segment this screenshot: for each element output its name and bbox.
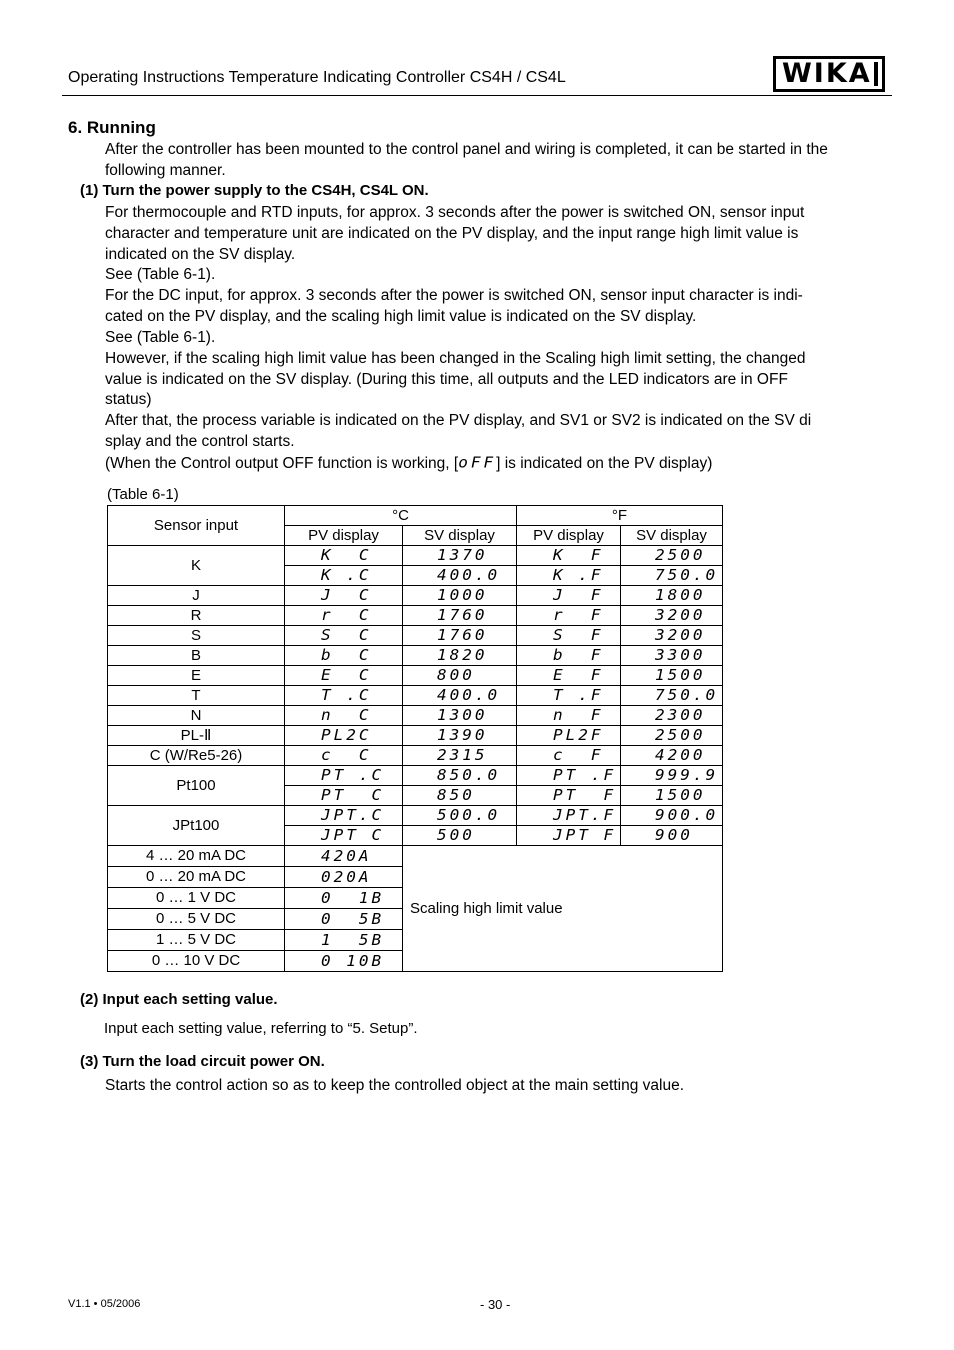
lcd-reading: K C	[321, 545, 372, 564]
f-pv-cell	[517, 566, 621, 586]
f-pv-cell	[517, 626, 621, 646]
lcd-reading: 850	[437, 785, 475, 804]
c-sv-cell	[403, 806, 517, 826]
c-pv-cell	[285, 586, 403, 606]
f-pv-cell	[517, 826, 621, 846]
c-pv-cell	[285, 786, 403, 806]
lcd-reading: 1760	[437, 605, 488, 624]
scaling-note-cell: Scaling high limit value	[403, 846, 723, 972]
lcd-reading: n F	[553, 705, 604, 724]
lcd-reading: T .C	[321, 685, 372, 704]
lcd-reading: 2500	[655, 545, 706, 564]
sensor-cell: J	[108, 586, 285, 606]
footer-version: V1.1 • 05/2006	[68, 1298, 141, 1310]
lcd-reading: 1 5B	[321, 930, 385, 949]
lcd-reading: PT F	[553, 785, 617, 804]
lcd-reading: 0 10B	[321, 951, 385, 970]
table-row	[108, 706, 723, 726]
th-fahrenheit: °F	[517, 506, 723, 526]
table-row	[108, 726, 723, 746]
step3-title: (3) Turn the load circuit power ON.	[80, 1053, 325, 1070]
table-row	[108, 626, 723, 646]
c-sv-cell	[403, 726, 517, 746]
lcd-reading: 1000	[437, 585, 488, 604]
lcd-reading: PT .C	[321, 765, 385, 784]
step1-line: See (Table 6-1).	[105, 266, 216, 283]
lcd-reading: 1370	[437, 545, 488, 564]
f-pv-cell	[517, 686, 621, 706]
lcd-reading: 750.0	[655, 685, 719, 704]
page-header-title: Operating Instructions Temperature Indicating Controller CS4H / CS4L	[68, 69, 566, 86]
c-sv-cell	[403, 646, 517, 666]
lcd-reading: 2300	[655, 705, 706, 724]
f-pv-cell	[517, 786, 621, 806]
lcd-reading: PT .F	[553, 765, 617, 784]
step2-text: Input each setting value, referring to “5. Setup”.	[104, 1020, 418, 1037]
lcd-reading: 500.0	[437, 805, 501, 824]
c-pv-cell	[285, 666, 403, 686]
sensor-cell: 0 … 10 V DC	[108, 951, 285, 972]
lcd-reading: JPT C	[321, 825, 385, 844]
dc-pv-cell	[285, 951, 403, 972]
lcd-reading: 2500	[655, 725, 706, 744]
lcd-reading: 1300	[437, 705, 488, 724]
f-pv-cell	[517, 646, 621, 666]
table-row	[108, 606, 723, 626]
lcd-reading: 1760	[437, 625, 488, 644]
f-sv-cell	[621, 626, 723, 646]
lcd-reading: 1800	[655, 585, 706, 604]
wika-logo: WIKA	[773, 56, 885, 92]
lcd-reading: r F	[553, 605, 604, 624]
dc-rows	[108, 846, 723, 972]
sensor-cell: 1 … 5 V DC	[108, 930, 285, 951]
lcd-reading: 1390	[437, 725, 488, 744]
lcd-reading: PL2F	[553, 725, 604, 744]
lcd-reading: 420A	[321, 846, 372, 865]
f-sv-cell	[621, 606, 723, 626]
off-note-pre: (When the Control output OFF function is working, [	[105, 455, 459, 472]
c-sv-cell	[403, 566, 517, 586]
table-row	[108, 546, 723, 566]
table-row	[108, 586, 723, 606]
lcd-reading: n C	[321, 705, 372, 724]
f-pv-cell	[517, 806, 621, 826]
th-pv-c: PV display	[285, 526, 403, 546]
step1-line: splay and the control starts.	[105, 433, 295, 450]
lcd-reading: S C	[321, 625, 372, 644]
step1-line: character and temperature unit are indicated on the PV display, and the input range high limit value is	[105, 225, 799, 242]
step1-title: (1) Turn the power supply to the CS4H, CS4L ON.	[80, 182, 429, 199]
c-pv-cell	[285, 566, 403, 586]
thermo-rows	[108, 546, 723, 846]
lcd-reading: 3200	[655, 625, 706, 644]
c-pv-cell	[285, 706, 403, 726]
f-sv-cell	[621, 826, 723, 846]
c-pv-cell	[285, 686, 403, 706]
lcd-reading: S F	[553, 625, 604, 644]
lcd-reading: b C	[321, 645, 372, 664]
lcd-reading: 020A	[321, 867, 372, 886]
step1-line: indicated on the SV display.	[105, 246, 296, 263]
off-lcd-glyph: oFF	[458, 453, 497, 472]
lcd-reading: 400.0	[437, 565, 501, 584]
step1-line: cated on the PV display, and the scaling high limit value is indicated on the SV display.	[105, 308, 697, 325]
lcd-reading: PL2C	[321, 725, 372, 744]
table-row	[108, 646, 723, 666]
c-sv-cell	[403, 746, 517, 766]
step1-line: value is indicated on the SV display. (During this time, all outputs and the LED indicators are in OFF	[105, 371, 788, 388]
lcd-reading: PT C	[321, 785, 385, 804]
f-pv-cell	[517, 706, 621, 726]
sensor-cell: N	[108, 706, 285, 726]
sensor-cell: B	[108, 646, 285, 666]
lcd-reading: 0 1B	[321, 888, 385, 907]
c-sv-cell	[403, 626, 517, 646]
th-celsius: °C	[285, 506, 517, 526]
lcd-reading: K F	[553, 545, 604, 564]
table-caption: (Table 6-1)	[107, 486, 179, 503]
lcd-reading: 999.9	[655, 765, 719, 784]
f-sv-cell	[621, 566, 723, 586]
c-sv-cell	[403, 586, 517, 606]
step1-line: status)	[105, 391, 152, 408]
sensor-cell: E	[108, 666, 285, 686]
f-pv-cell	[517, 666, 621, 686]
lcd-reading: JPT F	[553, 825, 617, 844]
c-pv-cell	[285, 826, 403, 846]
lcd-reading: 1820	[437, 645, 488, 664]
c-sv-cell	[403, 706, 517, 726]
dc-pv-cell	[285, 867, 403, 888]
f-sv-cell	[621, 746, 723, 766]
sensor-cell: 0 … 5 V DC	[108, 909, 285, 930]
step1-line: For the DC input, for approx. 3 seconds after the power is switched ON, sensor input character is indi-	[105, 287, 803, 304]
f-sv-cell	[621, 586, 723, 606]
sensor-cell: K	[108, 546, 285, 586]
lcd-reading: 850.0	[437, 765, 501, 784]
f-sv-cell	[621, 706, 723, 726]
f-sv-cell	[621, 786, 723, 806]
c-pv-cell	[285, 746, 403, 766]
lcd-reading: c C	[321, 745, 372, 764]
f-pv-cell	[517, 586, 621, 606]
lcd-reading: 3200	[655, 605, 706, 624]
f-sv-cell	[621, 726, 723, 746]
step1-line: See (Table 6-1).	[105, 329, 216, 346]
lcd-reading: T .F	[553, 685, 604, 704]
f-sv-cell	[621, 646, 723, 666]
lcd-reading: K .C	[321, 565, 372, 584]
lcd-reading: JPT.F	[553, 805, 617, 824]
sensor-cell: Pt100	[108, 766, 285, 806]
sensor-cell: R	[108, 606, 285, 626]
c-sv-cell	[403, 666, 517, 686]
lcd-reading: E C	[321, 665, 372, 684]
lcd-reading: E F	[553, 665, 604, 684]
th-sv-c: SV display	[403, 526, 517, 546]
c-sv-cell	[403, 766, 517, 786]
f-sv-cell	[621, 686, 723, 706]
lcd-reading: 400.0	[437, 685, 501, 704]
dc-pv-cell	[285, 846, 403, 867]
lcd-reading: 900	[655, 825, 693, 844]
lcd-reading: 1500	[655, 785, 706, 804]
lcd-reading: 1500	[655, 665, 706, 684]
c-sv-cell	[403, 786, 517, 806]
lcd-reading: 0 5B	[321, 909, 385, 928]
c-pv-cell	[285, 806, 403, 826]
lcd-reading: 2315	[437, 745, 488, 764]
dc-pv-cell	[285, 930, 403, 951]
f-sv-cell	[621, 766, 723, 786]
table-row	[108, 686, 723, 706]
table-row	[108, 806, 723, 826]
c-pv-cell	[285, 606, 403, 626]
step2-title: (2) Input each setting value.	[80, 991, 278, 1008]
f-pv-cell	[517, 746, 621, 766]
f-pv-cell	[517, 766, 621, 786]
f-pv-cell	[517, 606, 621, 626]
c-pv-cell	[285, 726, 403, 746]
f-pv-cell	[517, 546, 621, 566]
c-sv-cell	[403, 826, 517, 846]
footer-page-number: - 30 -	[480, 1297, 511, 1312]
sensor-cell: 0 … 20 mA DC	[108, 867, 285, 888]
lcd-reading: 3300	[655, 645, 706, 664]
th-sensor-input: Sensor input	[108, 506, 285, 546]
th-sv-f: SV display	[621, 526, 723, 546]
lcd-reading: 500	[437, 825, 475, 844]
lcd-reading: K .F	[553, 565, 604, 584]
c-sv-cell	[403, 686, 517, 706]
dc-pv-cell	[285, 888, 403, 909]
sensor-table	[107, 505, 723, 972]
c-sv-cell	[403, 546, 517, 566]
step3-text: Starts the control action so as to keep the controlled object at the main setting value.	[105, 1077, 685, 1094]
lcd-reading: b F	[553, 645, 604, 664]
sensor-cell: 0 … 1 V DC	[108, 888, 285, 909]
f-sv-cell	[621, 806, 723, 826]
lcd-reading: 4200	[655, 745, 706, 764]
table-row	[108, 746, 723, 766]
sensor-cell: T	[108, 686, 285, 706]
header-divider	[62, 95, 892, 96]
lcd-reading: 900.0	[655, 805, 719, 824]
c-pv-cell	[285, 626, 403, 646]
dc-pv-cell	[285, 909, 403, 930]
lcd-reading: c F	[553, 745, 604, 764]
intro-line-1: After the controller has been mounted to the control panel and wiring is completed, it can be started in the	[105, 141, 828, 158]
c-pv-cell	[285, 546, 403, 566]
sensor-cell: C (W/Re5-26)	[108, 746, 285, 766]
f-sv-cell	[621, 666, 723, 686]
th-pv-f: PV display	[517, 526, 621, 546]
intro-line-2: following manner.	[105, 162, 226, 179]
step1-line: However, if the scaling high limit value has been changed in the Scaling high limit setting, the changed	[105, 350, 806, 367]
step1-line: For thermocouple and RTD inputs, for approx. 3 seconds after the power is switched ON, sensor input	[105, 204, 805, 221]
table-row	[108, 846, 723, 867]
c-sv-cell	[403, 606, 517, 626]
lcd-reading: 800	[437, 665, 475, 684]
f-sv-cell	[621, 546, 723, 566]
section-title: 6. Running	[68, 118, 156, 137]
c-pv-cell	[285, 646, 403, 666]
off-note	[105, 452, 712, 474]
step1-line: After that, the process variable is indicated on the PV display, and SV1 or SV2 is indicated on the SV di	[105, 412, 812, 429]
sensor-cell: 4 … 20 mA DC	[108, 846, 285, 867]
sensor-cell: S	[108, 626, 285, 646]
lcd-reading: J F	[553, 585, 604, 604]
lcd-reading: 750.0	[655, 565, 719, 584]
table-row	[108, 766, 723, 786]
lcd-reading: r C	[321, 605, 372, 624]
off-note-post: ] is indicated on the PV display)	[496, 455, 713, 472]
sensor-cell: PL-Ⅱ	[108, 726, 285, 746]
f-pv-cell	[517, 726, 621, 746]
lcd-reading: J C	[321, 585, 372, 604]
sensor-cell: JPt100	[108, 806, 285, 846]
lcd-reading: JPT.C	[321, 805, 385, 824]
table-row	[108, 666, 723, 686]
c-pv-cell	[285, 766, 403, 786]
